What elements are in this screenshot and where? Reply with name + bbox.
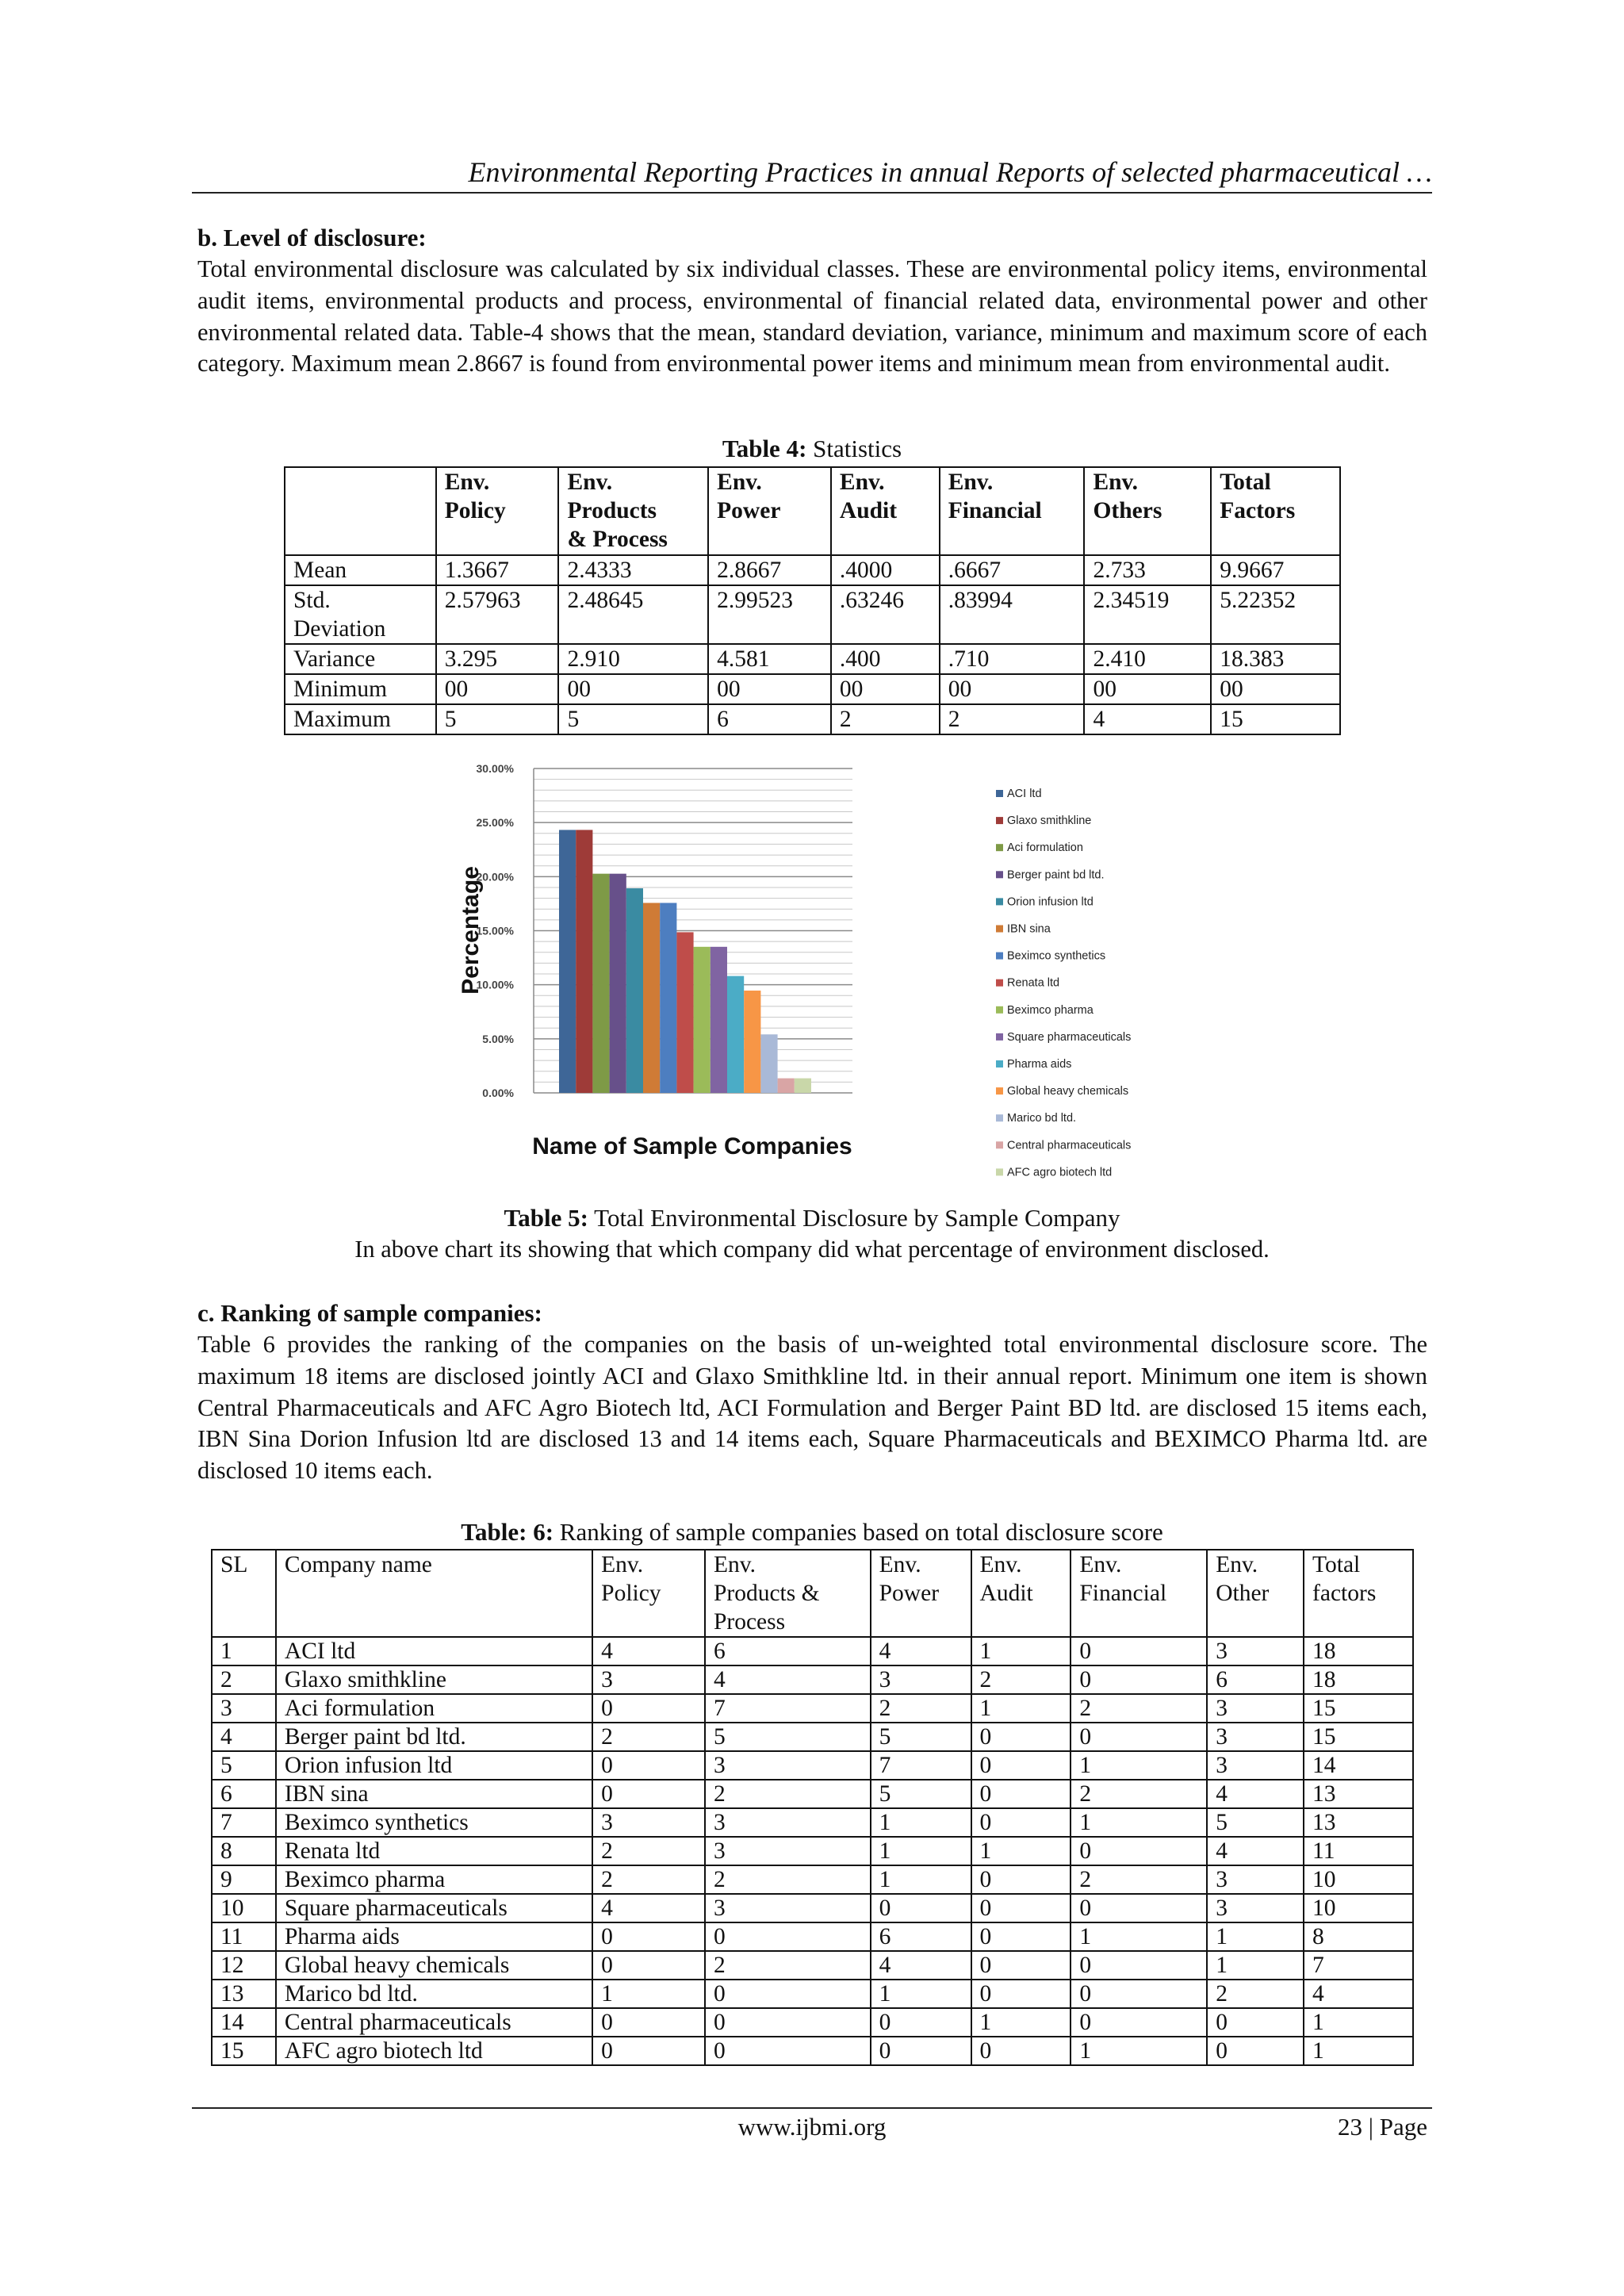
table-cell: 00 — [1211, 674, 1340, 704]
page-number: 23 | Page — [1338, 2113, 1427, 2141]
table-cell: 1 — [1304, 2008, 1413, 2037]
table-cell: 11 — [212, 1922, 276, 1951]
table-cell: 1 — [1071, 1808, 1207, 1837]
table-cell: 14 — [1304, 1751, 1413, 1780]
column-header: Env. Audit — [971, 1550, 1071, 1637]
statistics-table — [284, 466, 1341, 735]
table-cell: 0 — [592, 1780, 705, 1808]
table-cell: Square pharmaceuticals — [276, 1894, 592, 1922]
table-cell: 0 — [971, 1808, 1071, 1837]
table-cell: 18 — [1304, 1665, 1413, 1694]
table-cell: 2 — [705, 1865, 871, 1894]
table-cell: 6 — [1207, 1665, 1304, 1694]
table-cell: 12 — [212, 1951, 276, 1980]
table-cell: 1 — [871, 1837, 971, 1865]
table-row — [285, 585, 1340, 644]
table-cell: 4 — [212, 1723, 276, 1751]
table-cell: 0 — [705, 1980, 871, 2008]
y-axis-label: Percentage — [458, 866, 484, 995]
table-cell: 13 — [212, 1980, 276, 2008]
table-cell: Berger paint bd ltd. — [276, 1723, 592, 1751]
table-cell: IBN sina — [276, 1780, 592, 1808]
table-cell: 1 — [592, 1980, 705, 2008]
table-cell: 0 — [1071, 1980, 1207, 2008]
table-cell: 7 — [212, 1808, 276, 1837]
table-cell: 15 — [1304, 1723, 1413, 1751]
column-header: Env. Products & Process — [705, 1550, 871, 1637]
table-cell: 00 — [940, 674, 1085, 704]
table-cell: 3 — [1207, 1723, 1304, 1751]
column-header: Env. Audit — [831, 467, 940, 555]
table-cell: 8 — [1304, 1922, 1413, 1951]
bar-ibn-sina — [643, 903, 660, 1093]
table-cell: 11 — [1304, 1837, 1413, 1865]
table-row — [285, 555, 1340, 585]
table-cell: 0 — [1071, 1637, 1207, 1665]
table-cell: 00 — [708, 674, 831, 704]
table-cell: 15 — [1304, 1694, 1413, 1723]
table-cell: 4 — [871, 1951, 971, 1980]
table-cell: 3 — [871, 1665, 971, 1694]
table-cell: 3 — [592, 1808, 705, 1837]
bar-glaxo-smithkline — [576, 830, 592, 1093]
column-header: Total Factors — [1211, 467, 1340, 555]
column-header: Env. Power — [708, 467, 831, 555]
legend-swatch — [996, 1168, 1003, 1175]
table-cell: 0 — [971, 1894, 1071, 1922]
table-cell: 2 — [592, 1837, 705, 1865]
table-cell: 0 — [1207, 2008, 1304, 2037]
table-cell: 2 — [871, 1694, 971, 1723]
table-cell: 4 — [592, 1637, 705, 1665]
table-cell: 5 — [436, 704, 559, 734]
bar-beximco-synthetics — [660, 903, 676, 1093]
table-row — [212, 1808, 1413, 1837]
table-cell: 0 — [971, 1780, 1071, 1808]
table-cell: 7 — [705, 1694, 871, 1723]
disclosure-bar-chart — [444, 753, 1189, 1205]
table-cell: 13 — [1304, 1780, 1413, 1808]
legend-swatch — [996, 844, 1003, 851]
table-cell: 2 — [831, 704, 940, 734]
bar-pharma-aids — [727, 976, 744, 1093]
table-cell: 6 — [212, 1780, 276, 1808]
table-cell: 9 — [212, 1865, 276, 1894]
legend-label: Square pharmaceuticals — [1007, 1030, 1132, 1044]
table-cell: 6 — [705, 1637, 871, 1665]
table-cell: 1 — [871, 1980, 971, 2008]
legend-label: Pharma aids — [1007, 1058, 1072, 1071]
table-cell: 18.383 — [1211, 644, 1340, 674]
y-tick-label: 0.00% — [482, 1087, 514, 1099]
table-cell: 0 — [1071, 1665, 1207, 1694]
table-cell: 2.48645 — [558, 585, 708, 644]
table6-caption-text: Ranking of sample companies based on total disclosure score — [553, 1518, 1163, 1546]
table-cell: 0 — [592, 1694, 705, 1723]
legend-swatch — [996, 953, 1003, 960]
legend-swatch — [996, 1006, 1003, 1014]
table-cell: 2.99523 — [708, 585, 831, 644]
table-cell: Beximco pharma — [276, 1865, 592, 1894]
table-cell: 4 — [871, 1637, 971, 1665]
table-cell: 0 — [592, 2037, 705, 2065]
table-cell: 2.57963 — [436, 585, 559, 644]
table-cell: 2 — [212, 1665, 276, 1694]
legend-label: Global heavy chemicals — [1007, 1085, 1129, 1098]
table-cell: Mean — [285, 555, 436, 585]
table-row — [212, 1894, 1413, 1922]
table-cell: Std. Deviation — [285, 585, 436, 644]
table-cell: 3 — [1207, 1637, 1304, 1665]
table-cell: 3 — [212, 1694, 276, 1723]
table-cell: 2 — [1071, 1780, 1207, 1808]
table-cell: 18 — [1304, 1637, 1413, 1665]
legend-label: AFC agro biotech ltd — [1007, 1166, 1113, 1179]
legend-label: Orion infusion ltd — [1007, 895, 1094, 909]
table-cell: 13 — [1304, 1808, 1413, 1837]
table-cell: ACI ltd — [276, 1637, 592, 1665]
table-cell: Variance — [285, 644, 436, 674]
table-cell: 00 — [436, 674, 559, 704]
table-row — [212, 1637, 1413, 1665]
table-cell: 4 — [1207, 1837, 1304, 1865]
table-cell: 7 — [1304, 1951, 1413, 1980]
column-header: Env. Others — [1084, 467, 1211, 555]
table-cell: 0 — [1071, 1951, 1207, 1980]
table-cell: 1 — [212, 1637, 276, 1665]
table-cell: Global heavy chemicals — [276, 1951, 592, 1980]
legend-label: ACI ltd — [1007, 788, 1042, 800]
table-cell: 0 — [705, 2008, 871, 2037]
table-cell: 2 — [1071, 1694, 1207, 1723]
table-cell: 2 — [971, 1665, 1071, 1694]
legend-label: Berger paint bd ltd. — [1007, 868, 1105, 882]
table-cell: 6 — [708, 704, 831, 734]
table-cell: Maximum — [285, 704, 436, 734]
legend-swatch — [996, 1087, 1003, 1094]
table-cell: 6 — [871, 1922, 971, 1951]
table-cell: .63246 — [831, 585, 940, 644]
table-cell: 0 — [971, 1980, 1071, 2008]
table-cell: Orion infusion ltd — [276, 1751, 592, 1780]
table-cell: 00 — [558, 674, 708, 704]
column-header — [285, 467, 436, 555]
table-cell: 1 — [1071, 1751, 1207, 1780]
table-cell: 3 — [1207, 1865, 1304, 1894]
legend-label: Central pharmaceuticals — [1007, 1139, 1132, 1152]
legend-label: Renata ltd — [1007, 976, 1060, 990]
bar-renata-ltd — [676, 932, 693, 1093]
table-cell: 10 — [1304, 1865, 1413, 1894]
column-header: Company name — [276, 1550, 592, 1637]
table-cell: 5.22352 — [1211, 585, 1340, 644]
column-header: SL — [212, 1550, 276, 1637]
legend-swatch — [996, 898, 1003, 905]
table-cell: 5 — [871, 1723, 971, 1751]
table-cell: 1 — [1071, 2037, 1207, 2065]
legend-swatch — [996, 1033, 1003, 1041]
table-cell: 2.733 — [1084, 555, 1211, 585]
table-cell: 7 — [871, 1751, 971, 1780]
table-cell: 0 — [1071, 1894, 1207, 1922]
table-cell: 1 — [971, 1694, 1071, 1723]
table-cell: 2 — [592, 1723, 705, 1751]
table4-caption-text: Statistics — [806, 435, 902, 462]
table-cell: 2 — [1207, 1980, 1304, 2008]
table4-caption — [0, 435, 1624, 463]
table-cell: 1 — [971, 1837, 1071, 1865]
table-cell: 4 — [1207, 1780, 1304, 1808]
table-cell: 2.4333 — [558, 555, 708, 585]
column-header: Total factors — [1304, 1550, 1413, 1637]
section-c-paragraph: Table 6 provides the ranking of the companies on the basis of un-weighted total environmental disclosure score. The maximum 18 items are disclosed jointly ACI and Glaxo Smithkline ltd. in their annual report. Minimum one item is shown Central Pharmaceuticals and AFC Agro Biotech ltd, ACI Formulation and Berger Paint BD ltd. are disclosed 15 items each, IBN Sina Dorion Infusion ltd are disclosed 13 and 14 items each, Square Pharmaceuticals and BEXIMCO Pharma ltd. are disclosed 10 items each. — [197, 1331, 1427, 1485]
legend-swatch — [996, 871, 1003, 878]
legend-label: Marico bd ltd. — [1007, 1112, 1077, 1125]
table-cell: 4 — [1084, 704, 1211, 734]
table-row — [212, 1837, 1413, 1865]
table-cell: 5 — [871, 1780, 971, 1808]
table-row — [285, 674, 1340, 704]
table-cell: 4.581 — [708, 644, 831, 674]
table-cell: 0 — [971, 1723, 1071, 1751]
table-cell: 2 — [705, 1951, 871, 1980]
table-row — [285, 704, 1340, 734]
table-cell: 8 — [212, 1837, 276, 1865]
table-cell: Renata ltd — [276, 1837, 592, 1865]
ranking-table — [211, 1549, 1414, 2066]
column-header: Env. Policy — [592, 1550, 705, 1637]
table-cell: 5 — [1207, 1808, 1304, 1837]
legend-label: IBN sina — [1007, 922, 1051, 936]
table-cell: 0 — [1071, 1837, 1207, 1865]
table-row — [212, 1951, 1413, 1980]
table-row — [212, 2037, 1413, 2065]
column-header: Env. Policy — [436, 467, 559, 555]
table-row — [212, 1865, 1413, 1894]
table-cell: 1 — [871, 1865, 971, 1894]
table-cell: 1 — [871, 1808, 971, 1837]
table-cell: 2.410 — [1084, 644, 1211, 674]
legend-swatch — [996, 817, 1003, 824]
table-cell: .400 — [831, 644, 940, 674]
table-cell: 2 — [705, 1780, 871, 1808]
legend-label: Beximco synthetics — [1007, 949, 1106, 963]
table-cell: Marico bd ltd. — [276, 1980, 592, 2008]
table-cell: 0 — [971, 2037, 1071, 2065]
table-cell: 0 — [871, 1894, 971, 1922]
table-cell: 3 — [1207, 1751, 1304, 1780]
table-row — [212, 1665, 1413, 1694]
table-cell: 0 — [1207, 2037, 1304, 2065]
table-cell: 9.9667 — [1211, 555, 1340, 585]
running-header: Environmental Reporting Practices in annual Reports of selected pharmaceutical … — [468, 156, 1432, 188]
table5-caption-text: Total Environmental Disclosure by Sample Company — [588, 1204, 1120, 1232]
section-c-heading: c. Ranking of sample companies: — [197, 1299, 542, 1327]
table-cell: 0 — [971, 1865, 1071, 1894]
section-b-heading: b. Level of disclosure: — [197, 224, 427, 251]
table-cell: Beximco synthetics — [276, 1808, 592, 1837]
y-tick-label: 5.00% — [482, 1032, 514, 1045]
footer-url: www.ijbmi.org — [737, 2113, 887, 2141]
table-header-row — [285, 467, 1340, 555]
column-header: Env. Products & Process — [558, 467, 708, 555]
table-row — [212, 1723, 1413, 1751]
table-cell: 2.34519 — [1084, 585, 1211, 644]
table-row — [212, 2008, 1413, 2037]
table-cell: 1 — [971, 2008, 1071, 2037]
table-cell: 3 — [1207, 1694, 1304, 1723]
table-cell: 0 — [592, 1951, 705, 1980]
x-axis-label: Name of Sample Companies — [532, 1133, 852, 1159]
chart-note: In above chart its showing that which company did what percentage of environment disclosed. — [354, 1236, 1270, 1263]
legend-swatch — [996, 1141, 1003, 1148]
y-tick-label: 25.00% — [476, 816, 514, 830]
table-cell: 4 — [592, 1894, 705, 1922]
column-header: Env. Power — [871, 1550, 971, 1637]
table-cell: 2.8667 — [708, 555, 831, 585]
table-cell: .4000 — [831, 555, 940, 585]
bar-square-pharmaceuticals — [710, 947, 727, 1093]
table-cell: 2 — [1071, 1865, 1207, 1894]
table-cell: 0 — [705, 1922, 871, 1951]
table-cell: Pharma aids — [276, 1922, 592, 1951]
table6-caption-label: Table: 6: — [461, 1518, 554, 1546]
column-header: Env. Financial — [940, 467, 1085, 555]
table-cell: Central pharmaceuticals — [276, 2008, 592, 2037]
table-cell: 1 — [1207, 1922, 1304, 1951]
table-cell: 0 — [705, 2037, 871, 2065]
bar-aci-formulation — [592, 874, 609, 1093]
table-cell: 0 — [871, 2008, 971, 2037]
table-cell: 15 — [212, 2037, 276, 2065]
table5-caption-label: Table 5: — [504, 1204, 588, 1232]
table-cell: 0 — [871, 2037, 971, 2065]
table-cell: .710 — [940, 644, 1085, 674]
bar-orion-infusion-ltd — [626, 888, 643, 1093]
table-cell: 14 — [212, 2008, 276, 2037]
table-cell: 0 — [592, 2008, 705, 2037]
table-cell: .6667 — [940, 555, 1085, 585]
legend-label: Beximco pharma — [1007, 1003, 1094, 1017]
table4-caption-label: Table 4: — [722, 435, 807, 462]
table-cell: 4 — [705, 1665, 871, 1694]
table-row — [212, 1694, 1413, 1723]
legend-swatch — [996, 790, 1003, 797]
table-cell: 0 — [971, 1751, 1071, 1780]
table-cell: AFC agro biotech ltd — [276, 2037, 592, 2065]
y-tick-label: 15.00% — [476, 924, 514, 937]
table-cell: 5 — [212, 1751, 276, 1780]
table-row — [212, 1780, 1413, 1808]
table-cell: 5 — [558, 704, 708, 734]
table-cell: 0 — [1071, 2008, 1207, 2037]
table-cell: 0 — [971, 1922, 1071, 1951]
table-header-row — [212, 1550, 1413, 1637]
table-cell: Minimum — [285, 674, 436, 704]
table-cell: 3 — [705, 1808, 871, 1837]
legend-label: Glaxo smithkline — [1007, 815, 1092, 828]
table-cell: 2.910 — [558, 644, 708, 674]
table-row — [212, 1751, 1413, 1780]
header-rule — [192, 192, 1432, 194]
bar-global-heavy-chemicals — [744, 991, 760, 1093]
table-cell: 1 — [1304, 2037, 1413, 2065]
table-cell: 3 — [705, 1751, 871, 1780]
table-cell: .83994 — [940, 585, 1085, 644]
bar-berger-paint-bd-ltd — [610, 874, 626, 1093]
table-cell: 3 — [592, 1665, 705, 1694]
table5-caption — [0, 1204, 1624, 1232]
table-cell: 3 — [705, 1837, 871, 1865]
bar-central-pharmaceuticals — [778, 1079, 795, 1093]
table-row — [212, 1980, 1413, 2008]
table-cell: 2 — [940, 704, 1085, 734]
table-cell: 1.3667 — [436, 555, 559, 585]
bar-afc-agro-biotech-ltd — [795, 1079, 811, 1093]
legend-swatch — [996, 1114, 1003, 1121]
table-cell: Glaxo smithkline — [276, 1665, 592, 1694]
legend-label: Aci formulation — [1007, 841, 1083, 855]
table-cell: 10 — [212, 1894, 276, 1922]
bar-aci-ltd — [559, 830, 576, 1093]
table-row — [285, 644, 1340, 674]
table-cell: 0 — [592, 1751, 705, 1780]
bar-marico-bd-ltd — [760, 1034, 777, 1093]
column-header: Env. Other — [1207, 1550, 1304, 1637]
table-row — [212, 1922, 1413, 1951]
legend-swatch — [996, 979, 1003, 987]
table-cell: 0 — [1071, 1723, 1207, 1751]
table-cell: 0 — [971, 1951, 1071, 1980]
y-tick-label: 20.00% — [476, 870, 514, 884]
table-cell: Aci formulation — [276, 1694, 592, 1723]
table-cell: 4 — [1304, 1980, 1413, 2008]
section-b-paragraph: Total environmental disclosure was calculated by six individual classes. These are environmental policy items, environmental audit items, environmental products and process, environmental of financial related data, environmental power and other environmental related data. Table-4 shows that the mean, standard deviation, variance, minimum and maximum score of each category. Maximum mean 2.8667 is found from environmental power items and minimum mean from environmental audit. — [197, 255, 1427, 378]
column-header: Env. Financial — [1071, 1550, 1207, 1637]
table-cell: 1 — [971, 1637, 1071, 1665]
legend-swatch — [996, 1060, 1003, 1068]
table-cell: 5 — [705, 1723, 871, 1751]
table-cell: 00 — [1084, 674, 1211, 704]
table-cell: 1 — [1071, 1922, 1207, 1951]
table-cell: 2 — [592, 1865, 705, 1894]
table-cell: 00 — [831, 674, 940, 704]
legend-swatch — [996, 926, 1003, 933]
table-cell: 3.295 — [436, 644, 559, 674]
table6-caption — [0, 1518, 1624, 1547]
table-cell: 3 — [705, 1894, 871, 1922]
y-tick-label: 10.00% — [476, 978, 514, 991]
table-cell: 0 — [592, 1922, 705, 1951]
y-tick-label: 30.00% — [476, 762, 514, 775]
table-cell: 10 — [1304, 1894, 1413, 1922]
table-cell: 3 — [1207, 1894, 1304, 1922]
bar-beximco-pharma — [694, 947, 710, 1093]
table-cell: 15 — [1211, 704, 1340, 734]
footer-rule — [192, 2107, 1432, 2109]
table-cell: 1 — [1207, 1951, 1304, 1980]
